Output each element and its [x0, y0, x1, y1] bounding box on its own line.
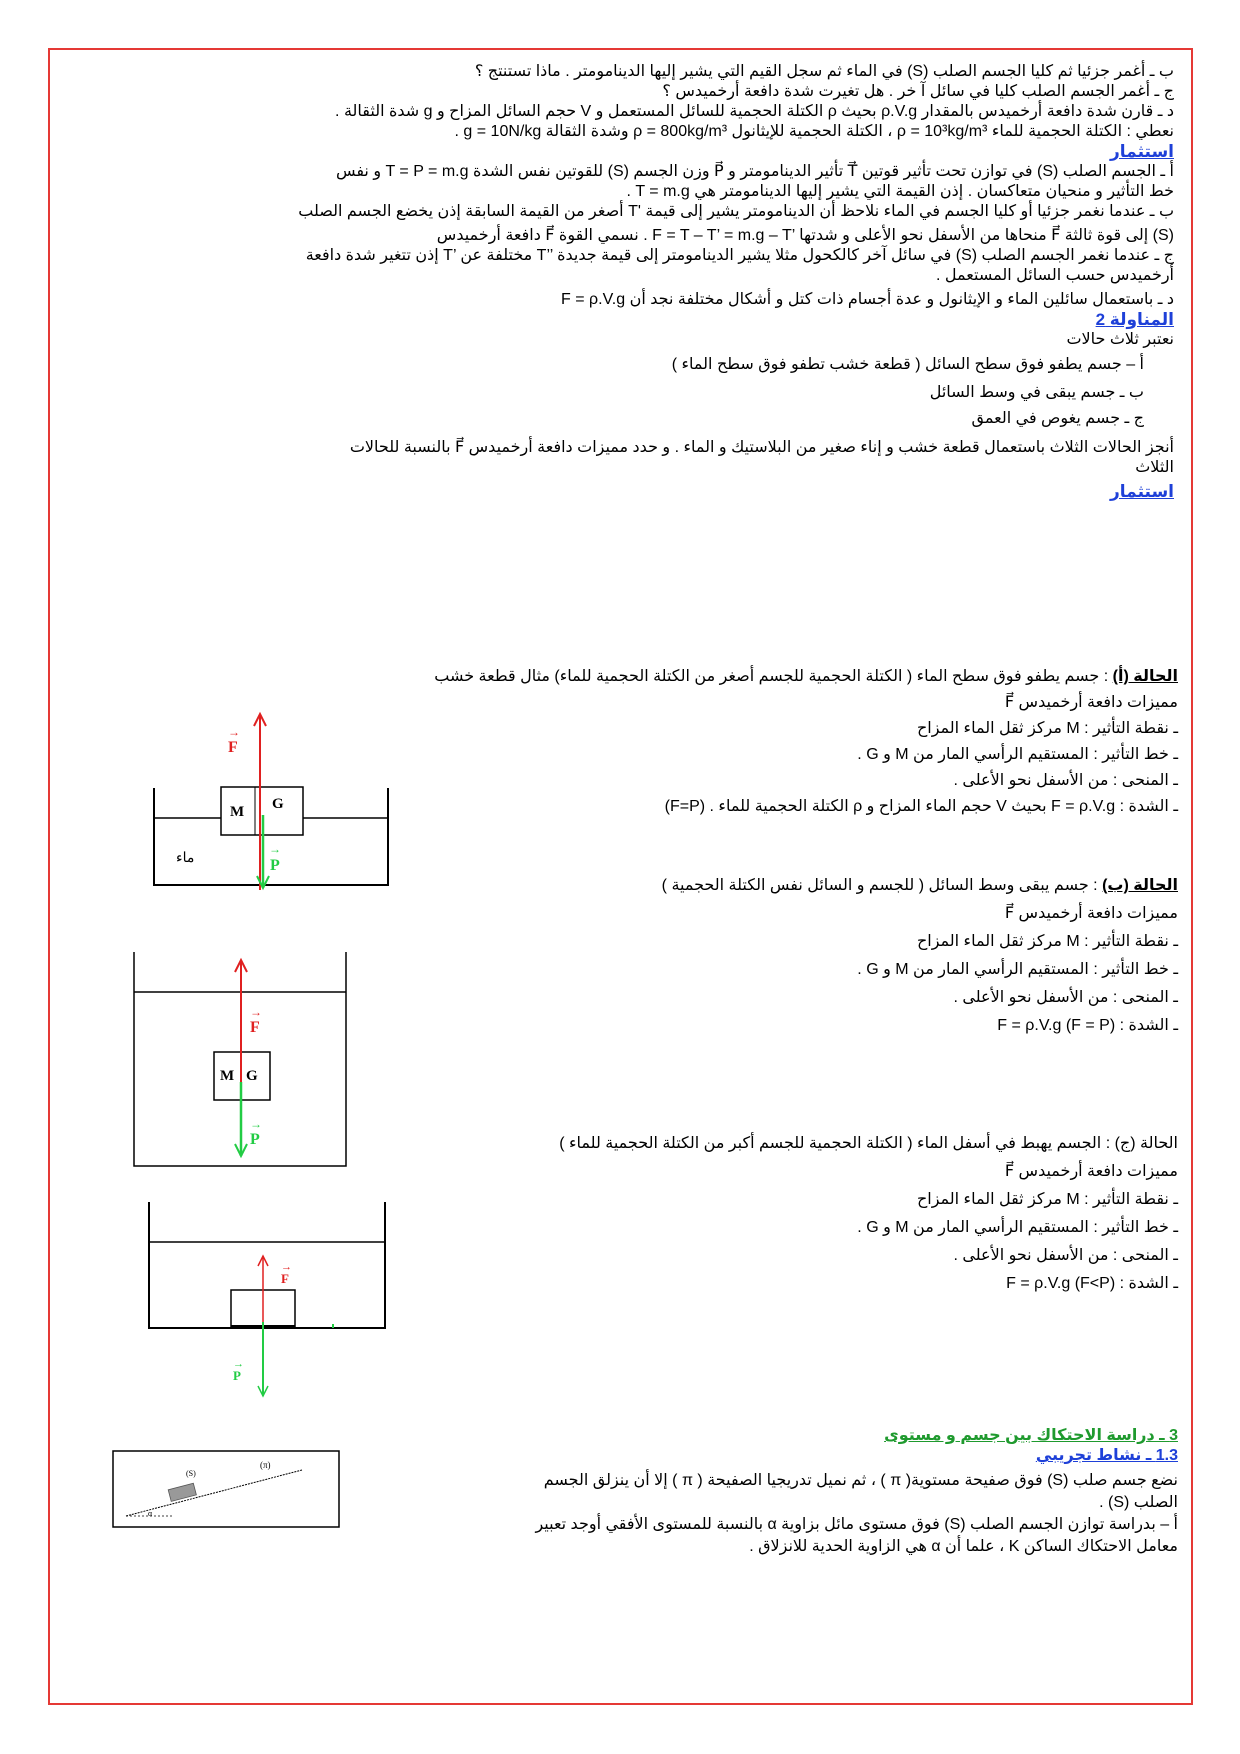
label-alpha: α	[148, 1509, 153, 1518]
text-line: معامل الاحتكاك الساكن K ، علما أن α هي الزاوية الحدية للانزلاق .	[749, 1538, 1178, 1555]
text-line: د ـ قارن شدة دافعة أرخميدس بالمقدار ρ.V.g بحيث ρ الكتلة الحجمية للسائل المستعمل و V حجم السائل المزاح و g شدة الثقالة .	[335, 103, 1174, 120]
figure-frame	[113, 1451, 339, 1527]
case-b-line: مميزات دافعة أرخميدس F⃗	[1004, 905, 1178, 922]
label-P: P	[250, 1131, 260, 1148]
svg-text:→: →	[228, 725, 240, 739]
case-b-line: ـ نقطة التأثير : M مركز ثقل الماء المزاح	[916, 933, 1178, 950]
text-line: ج ـ أغمر الجسم الصلب كليا في سائل آ خر . هل تغيرت شدة دافعة أرخميدس ؟	[662, 83, 1174, 100]
label-water: ماء	[176, 849, 195, 865]
section-heading: استثمار	[1110, 482, 1174, 501]
section-heading: استثمار	[1110, 142, 1174, 161]
figure-case-a	[150, 710, 400, 895]
document-body	[60, 62, 1174, 502]
case-a-line: ـ نقطة التأثير : M مركز ثقل الماء المزاح	[916, 720, 1178, 737]
case-b-line: ـ المنحى : من الأسفل نحو الأعلى .	[953, 989, 1178, 1006]
case-b-desc: : جسم يبقى وسط السائل ( للجسم و السائل نفس الكتلة الحجمية )	[661, 877, 1098, 894]
label-F: F	[250, 1019, 260, 1036]
case-c-block	[418, 1130, 1178, 1298]
svg-text:→: →	[233, 1358, 244, 1370]
text-line: أرخميدس حسب السائل المستعمل .	[936, 267, 1174, 284]
case-b-title: الحالة (ب)	[1102, 877, 1178, 894]
case-c-line: مميزات دافعة أرخميدس F⃗	[1004, 1163, 1178, 1180]
case-b-block	[478, 872, 1178, 1040]
text-line: نعتبر ثلاث حالات	[1066, 331, 1174, 348]
section-3-text	[398, 1470, 1178, 1558]
label-F: F	[228, 739, 238, 756]
case-b-line: ـ خط التأثير : المستقيم الرأسي المار من M و G .	[857, 961, 1178, 978]
text-line: (S) إلى قوة ثالثة F⃗ منحاها من الأسفل نحو الأعلى و شدتها ’F = T – T’ = m.g – T . نسمي القوة F⃗ دافعة أرخميدس	[436, 227, 1174, 244]
list-item: أ – جسم يطفو فوق سطح السائل ( قطعة خشب تطفو فوق سطح الماء )	[671, 356, 1144, 373]
section-heading: 3 ـ دراسة الاحتكاك بين جسم و مستوى	[884, 1427, 1178, 1444]
text-line: الثلاث	[1135, 459, 1174, 476]
text-line: أ ـ الجسم الصلب (S) في توازن تحت تأثير قوتين T⃗ تأثير الدينامومتر و P⃗ وزن الجسم (S) للقوتين نفس الشدة T = P = m.g و نفس	[335, 163, 1174, 180]
text-line: ج ـ عندما نغمر الجسم الصلب (S) في سائل آخر كالكحول مثلا يشير الدينامومتر إلى قيمة جديدة ’’T مختلفة عن ’T إذن تتغير شدة دافعة	[305, 247, 1174, 264]
list-item: ج ـ جسم يغوص في العمق	[971, 410, 1144, 427]
text-line: د ـ باستعمال سائلين الماء و الإيثانول و عدة أجسام ذات كتل و أشكال مختلفة نجد أن F = ρ.V.g	[561, 291, 1174, 308]
label-G: G	[246, 1068, 258, 1084]
case-a-line: ـ الشدة : F = ρ.V.g بحيث V حجم الماء المزاح و ρ الكتلة الحجمية للماء . (F=P)	[664, 798, 1178, 815]
label-S: (S)	[186, 1469, 196, 1478]
text-line: خط التأثير و منحيان متعاكسان . إذن القيمة التي يشير إليها الدينامومتر هي T = m.g .	[626, 183, 1174, 200]
case-a-line: ـ المنحى : من الأسفل نحو الأعلى .	[953, 772, 1178, 789]
text-line: نعطي : الكتلة الحجمية للماء ρ = 10³kg/m³ ، الكتلة الحجمية للإيثانول ρ = 800kg/m³ وشدة الثقالة g = 10N/kg .	[454, 123, 1174, 140]
case-b-line: ـ الشدة : F = ρ.V.g (F = P)	[997, 1017, 1178, 1034]
label-G: G	[272, 796, 284, 812]
label-M: M	[220, 1068, 235, 1084]
text-line: الصلب (S) .	[1099, 1494, 1178, 1511]
text-line: أنجز الحالات الثلاث باستعمال قطعة خشب و إناء صغير من البلاستيك و الماء . و حدد مميزات دافعة أرخميدس F⃗ بالنسبة للحالات	[349, 439, 1174, 456]
text-line: ب ـ عندما نغمر جزئيا أو كليا الجسم في الماء نلاحظ أن الدينامومتر يشير إلى قيمة 'T أصغر من القيمة السابقة إذن يخضع الجسم الصلب	[298, 203, 1174, 220]
svg-text:→: →	[250, 1117, 262, 1131]
figure-case-b	[130, 950, 350, 1175]
case-a-block	[278, 664, 1178, 820]
text-line: أ – بدراسة توازن الجسم الصلب (S) فوق مستوى مائل بزاوية α بالنسبة للمستوى الأفقي أوجد تعبير	[535, 1516, 1178, 1533]
case-c-title: الحالة (ج)	[1114, 1135, 1178, 1152]
label-pi: (π)	[260, 1460, 271, 1470]
case-a-line: مميزات دافعة أرخميدس F⃗	[1004, 694, 1178, 711]
case-a-title: الحالة (أ)	[1112, 668, 1178, 685]
label-P: P	[233, 1368, 241, 1383]
label-P: P	[270, 857, 280, 874]
case-c-line: ـ نقطة التأثير : M مركز ثقل الماء المزاح	[916, 1191, 1178, 1208]
case-a-line: ـ خط التأثير : المستقيم الرأسي المار من M و G .	[857, 746, 1178, 763]
subsection-heading: 1.3 ـ نشاط تجريبي	[1035, 1447, 1178, 1464]
case-c-line: ـ الشدة : F = ρ.V.g (F<P)	[1006, 1275, 1178, 1292]
label-M: M	[230, 804, 245, 820]
case-a-desc: : جسم يطفو فوق سطح الماء ( الكتلة الحجمية للجسم أصغر من الكتلة الحجمية للماء) مثال قطعة خشب	[434, 668, 1109, 685]
case-c-desc: : الجسم يهبط في أسفل الماء ( الكتلة الحجمية للجسم أكبر من الكتلة الحجمية للماء )	[559, 1135, 1111, 1152]
svg-text:→: →	[250, 1005, 262, 1019]
text-line: ب ـ أغمر جزئيا ثم كليا الجسم الصلب (S) في الماء ثم سجل القيم التي يشير إليها الدينامومتر . ماذا تستنتج ؟	[474, 63, 1174, 80]
list-item: ب ـ جسم يبقى في وسط السائل	[929, 384, 1144, 401]
figure-inclined-plane	[112, 1450, 342, 1530]
label-F: F	[281, 1271, 289, 1286]
figure-case-c	[145, 1200, 395, 1405]
svg-text:→: →	[269, 842, 281, 856]
svg-text:→: →	[281, 1261, 292, 1273]
case-c-line: ـ المنحى : من الأسفل نحو الأعلى .	[953, 1247, 1178, 1264]
text-line: نضع جسم صلب (S) فوق صفيحة مستوية( π ) ، ثم نميل تدريجيا الصفيحة ( π ) إلا أن ينزلق الجسم	[543, 1472, 1178, 1489]
case-c-line: ـ خط التأثير : المستقيم الرأسي المار من M و G .	[857, 1219, 1178, 1236]
section-heading: المناولة 2	[1095, 310, 1174, 329]
